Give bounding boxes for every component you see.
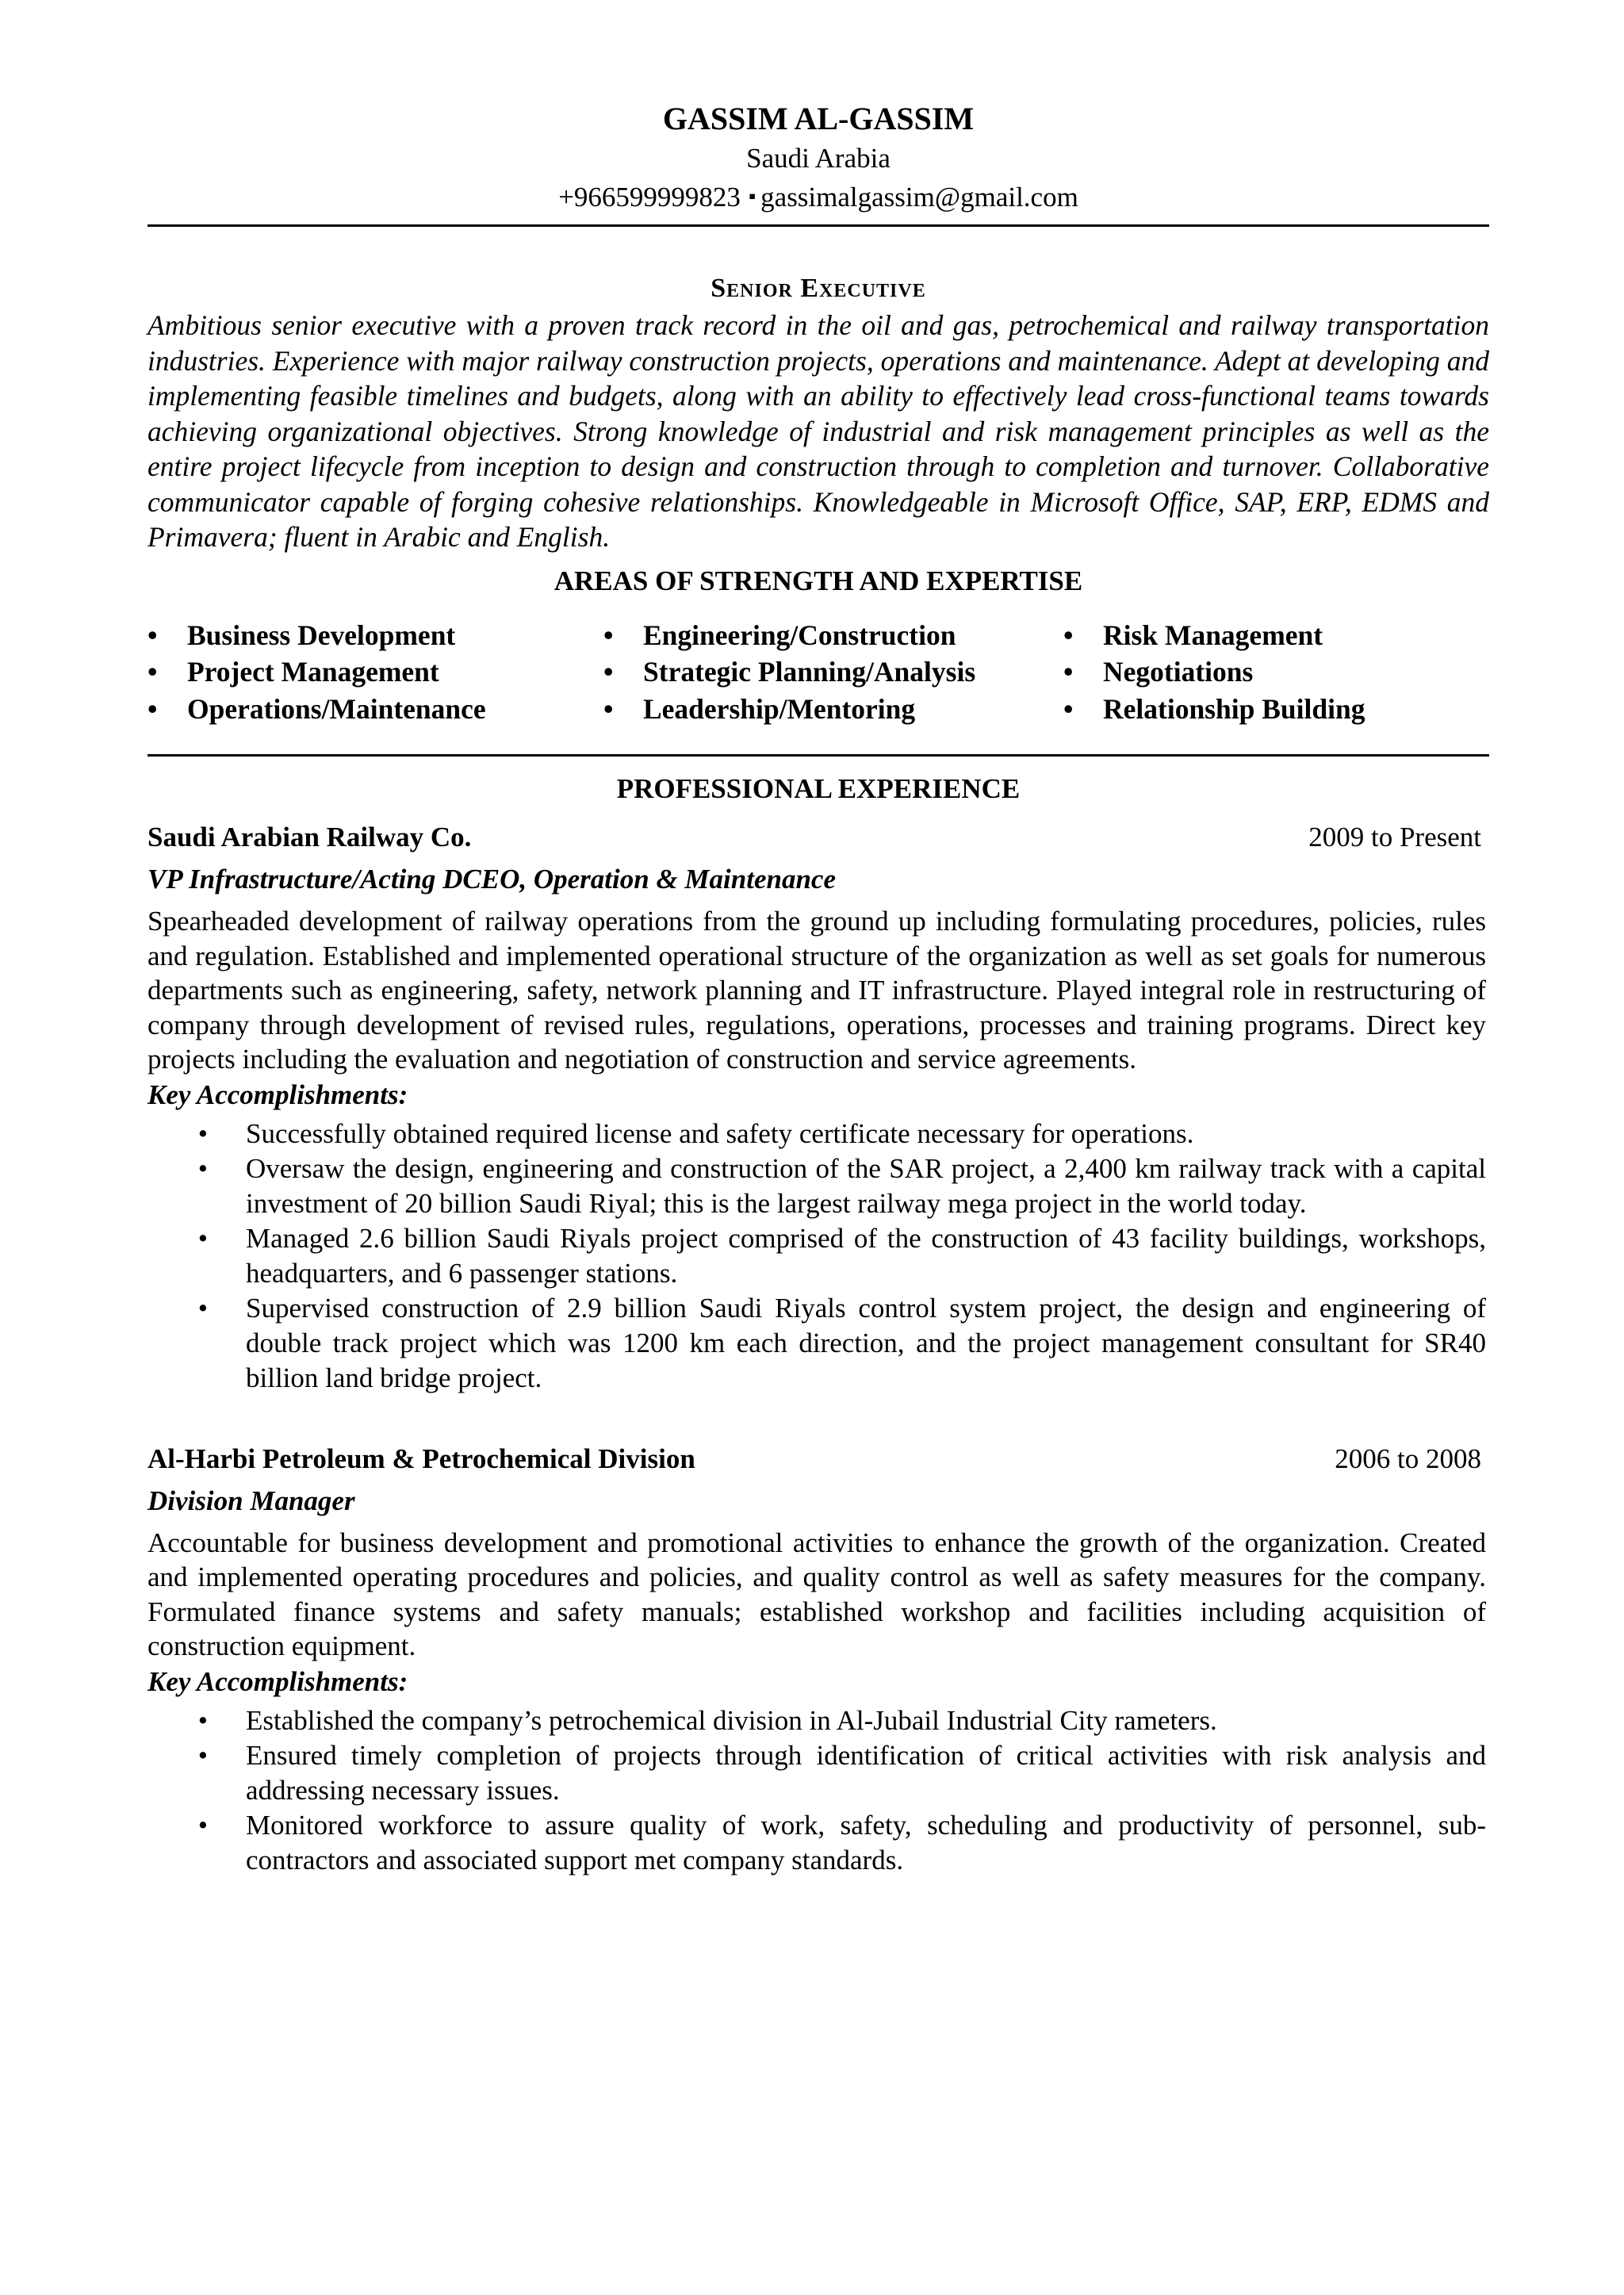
skills-grid [147, 617, 1489, 728]
skill-item: • Negotiations [1063, 653, 1489, 691]
summary-text: Ambitious senior executive with a proven track record in the oil and gas, petrochemical and railway transportation industries. Experience with major railway construction projects, operations and maintenance. Adept at developing and implementing feasible timelines and budgets, along with an ability to effectively lead cross-functional teams towards achieving organizational objectives. Strong knowledge of industrial and risk management principles as well as the entire project lifecycle from inception to design and construction through to completion and turnover. Collaborative communicator capable of forging cohesive relationships. Knowledgeable in Microsoft Office, SAP, ERP, EDMS and Primavera; fluent in Arabic and English. [147, 309, 1489, 553]
job-header [147, 1440, 1489, 1478]
bullet-icon: • [1063, 692, 1074, 725]
bullet-icon: • [197, 1809, 208, 1841]
bullet-icon: • [147, 656, 158, 688]
phone-number: +966599999823 [558, 182, 741, 213]
bullet-icon: • [197, 1117, 208, 1149]
bullet-icon: • [197, 1152, 208, 1184]
list-item: • Successfully obtained required license and safety certificate necessary for operations. [147, 1117, 1489, 1151]
experience-heading: PROFESSIONAL EXPERIENCE [616, 773, 1021, 804]
job-title: VP Infrastructure/Acting DCEO, Operation & Maintenance [147, 864, 836, 895]
company-name: Al-Harbi Petroleum & Petrochemical Division [147, 1443, 695, 1474]
bullet-icon: • [147, 619, 158, 651]
company-name: Saudi Arabian Railway Co. [147, 822, 472, 852]
skill-item: • Business Development [147, 617, 603, 654]
skill-item: • Operations/Maintenance [147, 691, 603, 728]
bullet-icon: • [1063, 619, 1074, 651]
bullet-icon: • [197, 1739, 208, 1771]
job-dates: 2009 to Present [1308, 822, 1481, 852]
skill-item: • Project Management [147, 653, 603, 691]
bullet-icon: • [147, 692, 158, 725]
bullet-icon: • [197, 1704, 208, 1736]
job-entry [147, 1440, 1489, 1878]
accomplishments-list [147, 1703, 1489, 1878]
job-header [147, 818, 1489, 856]
job-description: Accountable for business development and promotional activities to enhance the growth of the organization. Created and implemented operating procedures and policies, and quality control as well as safety measures for the company. Formulated finance systems and safety manuals; established workshop and facilities including acquisition of construction equipment. [147, 1527, 1486, 1661]
list-item: • Oversaw the design, engineering and construction of the SAR project, a 2,400 km railway track with a capital investment of 20 billion Saudi Riyal; this is the largest railway mega project in the world today. [147, 1151, 1489, 1221]
email-address: gassimalgassim@gmail.com [760, 182, 1078, 213]
areas-heading: AREAS OF STRENGTH AND EXPERTISE [553, 565, 1083, 596]
job-entry [147, 818, 1489, 1396]
job-dates: 2006 to 2008 [1335, 1443, 1481, 1474]
bullet-icon: • [603, 656, 614, 688]
job-title: Division Manager [147, 1485, 355, 1516]
candidate-location: Saudi Arabia [746, 143, 891, 174]
list-item: • Ensured timely completion of projects through identification of critical activities with risk analysis and addressing necessary issues. [147, 1738, 1489, 1808]
header-divider [147, 224, 1489, 227]
list-item: • Managed 2.6 billion Saudi Riyals project comprised of the construction of 43 facility buildings, workshops, headquarters, and 6 passenger stations. [147, 1221, 1489, 1291]
bullet-icon: • [197, 1292, 208, 1324]
skill-item: • Strategic Planning/Analysis [603, 653, 1063, 691]
bullet-icon: • [197, 1222, 208, 1254]
bullet-icon: • [603, 619, 614, 651]
list-item: • Established the company’s petrochemical division in Al-Jubail Industrial City rameters. [147, 1703, 1489, 1738]
section-divider [147, 754, 1489, 757]
list-item: • Supervised construction of 2.9 billion Saudi Riyals control system project, the design and engineering of double track project which was 1200 km each direction, and the project management consultant for SR40 billion land bridge project. [147, 1291, 1489, 1396]
list-item: • Monitored workforce to assure quality of work, safety, scheduling and productivity of personnel, sub-contractors and associated support met company standards. [147, 1808, 1489, 1878]
square-bullet-icon: ▪ [748, 185, 756, 208]
skill-item: • Engineering/Construction [603, 617, 1063, 654]
accomplishments-label: Key Accomplishments: [147, 1665, 408, 1697]
skill-item: • Leadership/Mentoring [603, 691, 1063, 728]
accomplishments-list [147, 1117, 1489, 1396]
resume-page [147, 0, 1489, 1878]
contact-line [147, 178, 1489, 216]
bullet-icon: • [603, 692, 614, 725]
accomplishments-label: Key Accomplishments: [147, 1079, 408, 1110]
summary-title: Senior Executive [710, 274, 926, 303]
bullet-icon: • [1063, 656, 1074, 688]
job-description: Spearheaded development of railway operations from the ground up including formulating procedures, policies, rules and regulation. Established and implemented operational structure of the organization as well as set goals for numerous departments such as engineering, safety, network planning and IT infrastructure. Played integral role in restructuring of company through development of revised rules, regulations, operations, processes and training programs. Direct key projects including the evaluation and negotiation of construction and service agreements. [147, 906, 1486, 1075]
candidate-name: GASSIM AL-GASSIM [662, 101, 975, 136]
skill-item: • Risk Management [1063, 617, 1489, 654]
skill-item: • Relationship Building [1063, 691, 1489, 728]
